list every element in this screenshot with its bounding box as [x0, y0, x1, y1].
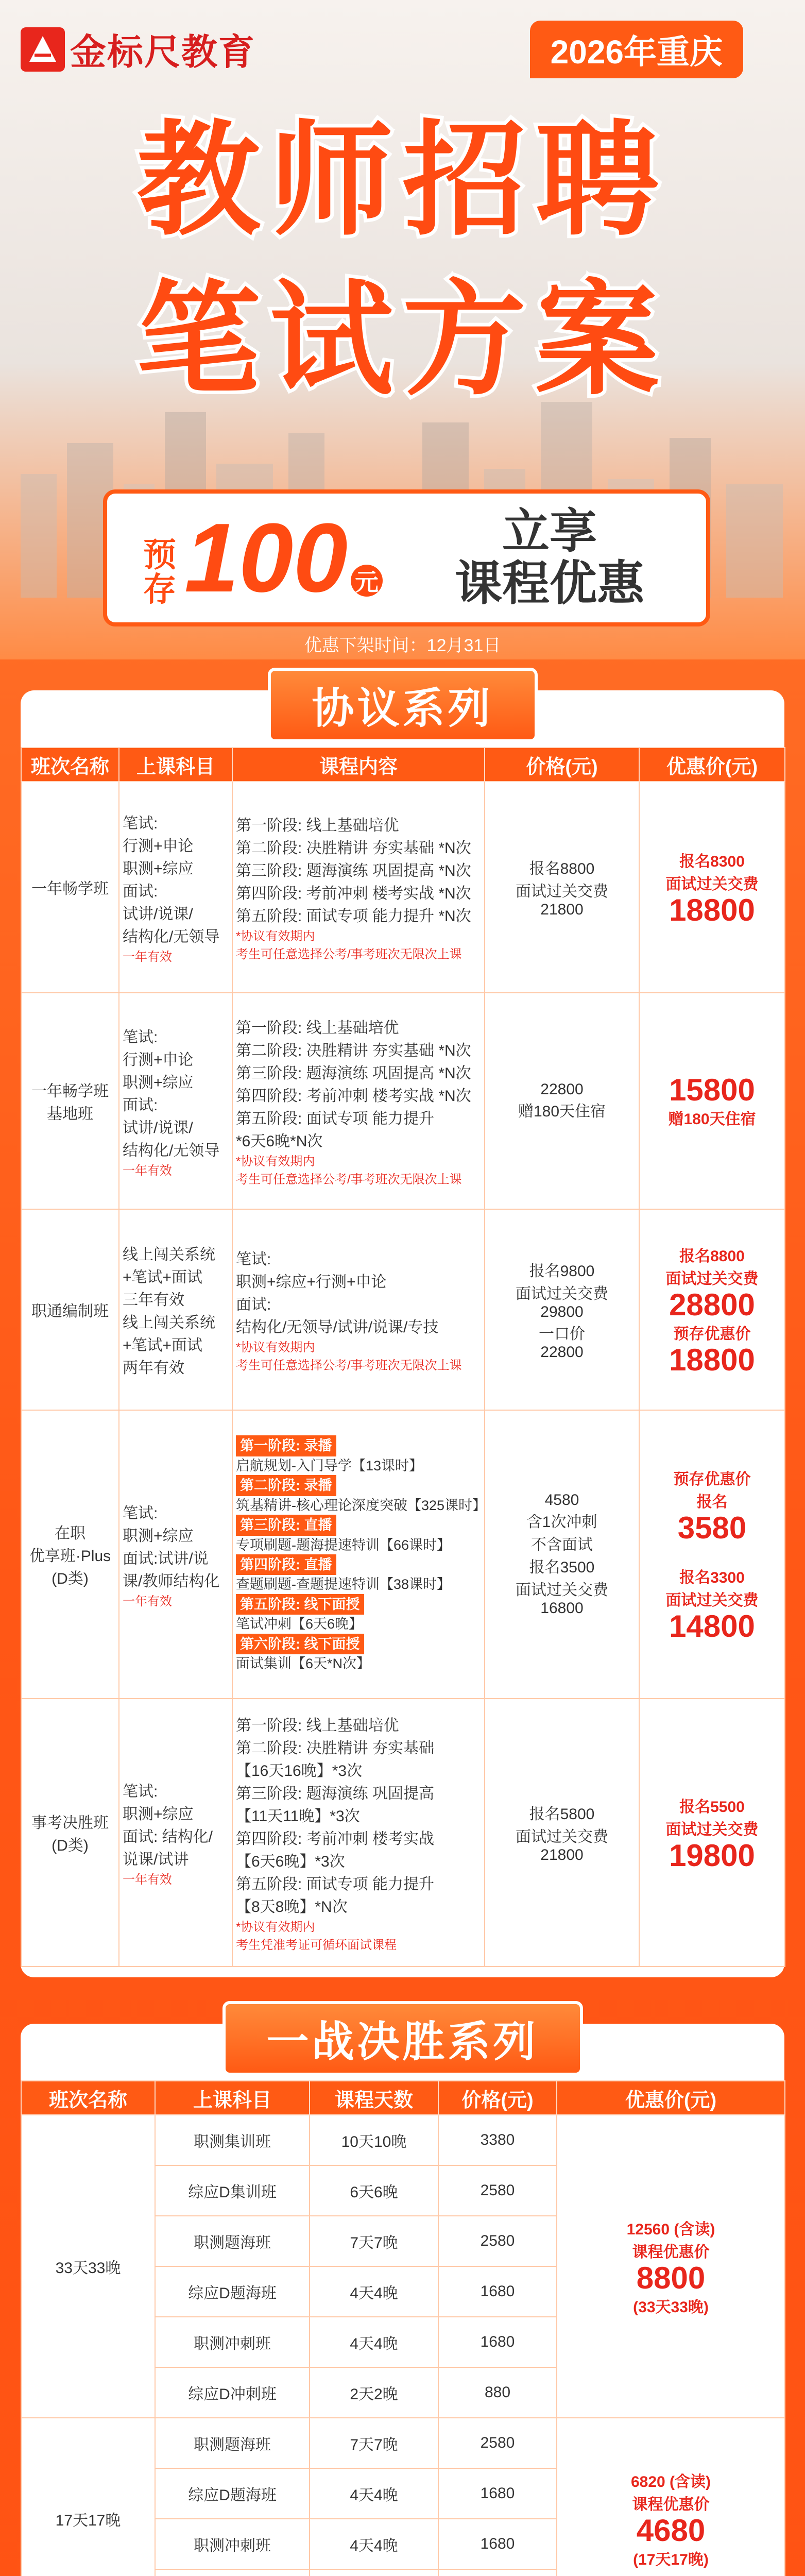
subjects: 笔试: 行测+申论 职测+综应 面试: 试讲/说课/ 结构化/无领导	[123, 815, 220, 945]
col-header: 上课科目	[119, 748, 232, 782]
days: 2天2晚	[310, 2367, 438, 2418]
subject: 职测题海班	[155, 2216, 310, 2266]
promo-unit: 元	[351, 565, 383, 597]
promo-deposit	[143, 503, 383, 613]
price	[438, 2569, 557, 2576]
group-discount-price: 4680	[636, 2513, 706, 2548]
content-note: *协议有效期内 考生凭准考证可循环面试课程	[236, 1920, 397, 1952]
stage-label: 第一阶段: 录播	[236, 1435, 336, 1456]
promo-amount: 100	[184, 503, 348, 613]
course-content: 第一阶段: 线上基础培优 第二阶段: 决胜精讲 夯实基础 *N次 第三阶段: 题海演练 巩固提高 *N次 第四阶段: 考前冲刺 楼考实战 *N次 第五阶段: 面试专项 能力提升 *6天6晚*N次	[236, 1020, 471, 1150]
content-cell	[232, 1209, 485, 1410]
days: 6天6晚	[310, 2165, 438, 2216]
days: 4天4晚	[310, 2519, 438, 2569]
promo-prefix: 预存	[143, 536, 176, 608]
days: 10天10晚	[310, 2115, 438, 2165]
section-one-shot-series	[21, 2019, 784, 2576]
section-title: 一战决胜系列	[222, 2001, 583, 2076]
group-discount-price: 8800	[636, 2260, 706, 2295]
stage-detail: 笔试冲刺【6天6晚】	[236, 1616, 363, 1632]
validity: 一年有效	[123, 1163, 172, 1178]
table-row	[21, 782, 785, 993]
agreement-table	[21, 747, 785, 1967]
discount-cell	[639, 1410, 785, 1699]
subject: 综应D集训班	[155, 2165, 310, 2216]
col-header: 课程天数	[310, 2081, 438, 2115]
hero-banner	[0, 0, 805, 659]
price: 22800 赠180天住宿	[485, 993, 639, 1209]
days: 4天4晚	[310, 2468, 438, 2519]
brand-logo	[21, 23, 255, 75]
subject: 职测集训班	[155, 2115, 310, 2165]
stage-label: 第五阶段: 线下面授	[236, 1594, 364, 1615]
table-row	[21, 993, 785, 1209]
discount-price: 18800	[669, 892, 755, 927]
table-header-row	[21, 2081, 785, 2115]
subjects: 线上闯关系统 +笔试+面试 三年有效 线上闯关系统 +笔试+面试 两年有效	[119, 1209, 232, 1410]
days: 4天4晚	[310, 2266, 438, 2317]
subject: 职测冲刺班	[155, 2519, 310, 2569]
promo-benefit-line2: 课程优惠	[455, 557, 645, 610]
promo-deadline: 优惠下架时间：12月31日	[304, 636, 501, 655]
class-name: 事考决胜班 (D类)	[21, 1699, 119, 1967]
class-name: 一年畅学班	[21, 782, 119, 993]
price: 2580	[438, 2216, 557, 2266]
subjects-cell	[119, 993, 232, 1209]
stage-label: 第二阶段: 录播	[236, 1475, 336, 1496]
subject: 综应D冲刺班	[155, 2367, 310, 2418]
class-name: 在职 优享班·Plus (D类)	[21, 1410, 119, 1699]
stage-detail: 筑基精讲-核心理论深度突破【325课时】	[236, 1497, 487, 1513]
col-header: 班次名称	[21, 2081, 155, 2115]
table-row	[21, 1209, 785, 1410]
col-header: 优惠价(元)	[639, 748, 785, 782]
subjects-cell	[119, 1699, 232, 1967]
discount-price-2: 14800	[669, 1609, 755, 1643]
section-agreement-series	[21, 685, 784, 1977]
subject: 职测冲刺班	[155, 2317, 310, 2367]
validity: 一年有效	[123, 1594, 172, 1608]
discount-pre: 报名5500 面试过关交费	[665, 1798, 759, 1838]
logo-emblem-icon	[21, 27, 65, 72]
validity: 一年有效	[123, 1872, 172, 1887]
validity: 一年有效	[123, 950, 172, 964]
table-row	[21, 2115, 785, 2165]
days	[310, 2569, 438, 2576]
group-discount-pre: 6820 (含读) 课程优惠价	[630, 2473, 711, 2513]
subject	[155, 2569, 310, 2576]
group-name: 17天17晚	[21, 2418, 155, 2576]
subjects: 笔试: 行测+申论 职测+综应 面试: 试讲/说课/ 结构化/无领导	[123, 1028, 220, 1159]
stage-label: 第六阶段: 线下面授	[236, 1634, 364, 1654]
stage-detail: 面试集训【6天*N次】	[236, 1656, 371, 1672]
col-header: 班次名称	[21, 748, 119, 782]
group-discount-cell	[557, 2115, 785, 2418]
subject: 综应D题海班	[155, 2266, 310, 2317]
price: 2580	[438, 2165, 557, 2216]
content-cell	[232, 782, 485, 993]
subject: 职测题海班	[155, 2418, 310, 2468]
one-shot-table	[21, 2080, 785, 2576]
stage-label: 第三阶段: 直播	[236, 1515, 336, 1535]
price: 1680	[438, 2266, 557, 2317]
discount-price: 19800	[669, 1838, 755, 1873]
table-header-row	[21, 748, 785, 782]
content-cell	[232, 993, 485, 1209]
content-note: *协议有效期内 考生可任意选择公考/事考班次无限次上课	[236, 1155, 462, 1187]
stage-label: 第四阶段: 直播	[236, 1554, 336, 1575]
price: 报名8800 面试过关交费 21800	[485, 782, 639, 993]
group-discount-cell	[557, 2418, 785, 2576]
price: 1680	[438, 2317, 557, 2367]
content-cell	[232, 1699, 485, 1967]
discount-pre: 报名8300 面试过关交费	[665, 853, 759, 893]
discount-cell	[639, 1209, 785, 1410]
subject: 综应D题海班	[155, 2468, 310, 2519]
promo-benefit	[455, 506, 644, 610]
discount-pre-2: 报名3300 面试过关交费	[665, 1569, 759, 1609]
discount-cell	[639, 782, 785, 993]
course-content: 第一阶段: 线上基础培优 第二阶段: 决胜精讲 夯实基础 *N次 第三阶段: 题海演练 巩固提高 *N次 第四阶段: 考前冲刺 楼考实战 *N次 第五阶段: 面试专项 能力提升 *N次	[236, 817, 471, 925]
headline-line-2: 笔试方案	[136, 271, 669, 409]
content-note: *协议有效期内 考生可任意选择公考/事考班次无限次上课	[236, 929, 462, 961]
stage-detail: 启航规划-入门导学【13课时】	[236, 1458, 423, 1473]
headline-line-1: 教师招聘	[136, 111, 669, 249]
course-content: 笔试: 职测+综应+行测+申论 面试: 结构化/无领导/试讲/说课/专技	[236, 1251, 439, 1336]
discount-price-2: 18800	[669, 1343, 755, 1377]
price: 1680	[438, 2468, 557, 2519]
discount-price: 3580	[677, 1511, 747, 1545]
col-header: 价格(元)	[438, 2081, 557, 2115]
price: 报名9800 面试过关交费 29800 一口价 22800	[485, 1209, 639, 1410]
logo-text: 金标尺教育	[70, 32, 255, 72]
price: 880	[438, 2367, 557, 2418]
table-row	[21, 1699, 785, 1967]
discount-price: 15800	[669, 1072, 755, 1107]
group-name: 33天33晚	[21, 2115, 155, 2418]
days: 4天4晚	[310, 2317, 438, 2367]
price: 1680	[438, 2519, 557, 2569]
promo-benefit-line1: 立享	[502, 505, 597, 558]
days: 7天7晚	[310, 2216, 438, 2266]
subjects: 笔试: 职测+综应 面试: 结构化/ 说课/试讲	[123, 1783, 213, 1868]
days: 7天7晚	[310, 2418, 438, 2468]
discount-note: 赠180天住宿	[668, 1110, 756, 1128]
col-header: 课程内容	[232, 748, 485, 782]
course-content: 第一阶段: 线上基础培优 第二阶段: 决胜精讲 夯实基础 【16天16晚】*3次 第三阶段: 题海演练 巩固提高 【11天11晚】*3次 第四阶段: 考前冲刺 楼考实战 【6天6晚】*3次 第五阶段: 面试专项 能力提升 【8天8晚】*N次	[236, 1717, 435, 1916]
discount-note: 预存优惠价	[673, 1326, 751, 1343]
stages-cell	[232, 1410, 485, 1699]
group-discount-post: (17天17晚)	[633, 2551, 709, 2568]
subjects-cell	[119, 782, 232, 993]
col-header: 价格(元)	[485, 748, 639, 782]
table-row	[21, 2418, 785, 2468]
subjects: 笔试: 职测+综应 面试:试讲/说 课/教师结构化	[123, 1504, 220, 1590]
price: 2580	[438, 2418, 557, 2468]
class-name: 职通编制班	[21, 1209, 119, 1410]
content-note: *协议有效期内 考生可任意选择公考/事考班次无限次上课	[236, 1341, 462, 1372]
discount-pre: 报名8800 面试过关交费	[665, 1248, 759, 1287]
section-title: 协议系列	[267, 668, 537, 742]
table-row	[21, 1410, 785, 1699]
subjects-cell	[119, 1410, 232, 1699]
group-discount-pre: 12560 (含读) 课程优惠价	[626, 2221, 715, 2261]
price: 报名5800 面试过关交费 21800	[485, 1699, 639, 1967]
col-header: 优惠价(元)	[557, 2081, 785, 2115]
class-name: 一年畅学班 基地班	[21, 993, 119, 1209]
discount-pre: 预存优惠价 报名	[673, 1471, 751, 1511]
promo-box	[103, 489, 710, 626]
discount-cell	[639, 1699, 785, 1967]
group-discount-post: (33天33晚)	[633, 2298, 709, 2316]
stage-detail: 专项刷题-题海提速特训【66课时】	[236, 1537, 451, 1553]
stage-detail: 查题刷题-查题提速特训【38课时】	[236, 1577, 451, 1592]
price: 4580 含1次冲刺 不含面试 报名3500 面试过关交费 16800	[485, 1410, 639, 1699]
city-year-badge: 2026年重庆	[530, 21, 743, 78]
price: 3380	[438, 2115, 557, 2165]
col-header: 上课科目	[155, 2081, 310, 2115]
discount-price: 28800	[669, 1287, 755, 1322]
discount-cell	[639, 993, 785, 1209]
